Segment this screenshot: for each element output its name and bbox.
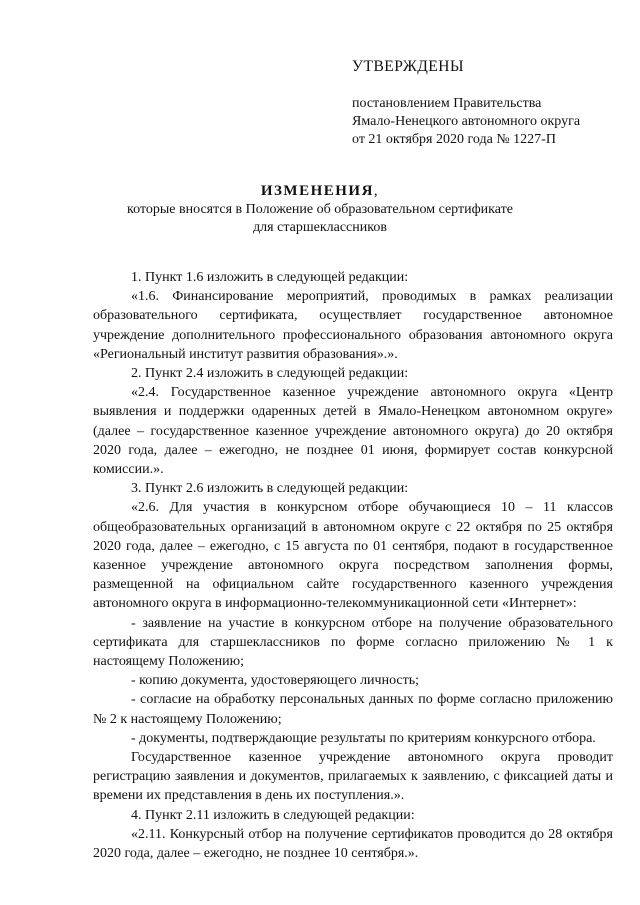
document-body (93, 268, 613, 863)
registration-paragraph: Государственное казенное учреждение автономного округа проводит регистрацию заявления и документов, прилагаемых к заявлению, с фиксацией даты и времени их представления в день их поступления.». (93, 750, 613, 804)
title-comma: , (373, 183, 380, 199)
subtitle-line: которые вносятся в Положение об образовательном сертификате (127, 202, 513, 217)
approved-heading: УТВЕРЖДЕНЫ (352, 58, 464, 75)
quote-1: «1.6. Финансирование мероприятий, проводимых в рамках реализации образовательного сертификата, осуществляет государственное автономное учреждение дополнительного профессионального образования автономного округа «Региональный институт развития образования».». (93, 289, 613, 362)
subtitle-line: для старшеклассников (253, 220, 387, 235)
item-4: 4. Пункт 2.11 изложить в следующей редакции: (131, 807, 415, 823)
document-subtitle (0, 201, 640, 237)
decree-line: Ямало-Ненецкого автономного округа (352, 114, 581, 129)
item-2: 2. Пункт 2.4 изложить в следующей редакции: (131, 366, 409, 382)
decree-line: от 21 октября 2020 года № 1227-П (352, 132, 556, 147)
title-main: ИЗМЕНЕНИЯ (260, 183, 374, 199)
dash-item: - заявление на участие в конкурсном отборе на получение образовательного сертификата для старшеклассников по форме согласно приложению № 1 к настоящему Положению; (93, 615, 613, 670)
quote-3: «2.6. Для участия в конкурсном отборе обучающиеся 10 – 11 классов общеобразовательных организаций в автономном округе с 22 октября по 25 октября 2020 года, далее – ежегодно, с 15 августа по 01 сентября, подают в государственное казенное учреждение автономного округа посредством заполнения формы, размещенной на официальном сайте государственного казенного учреждения автономного округа в информационно-телекоммуникационной сети «Интернет»: (93, 500, 613, 612)
dash-item: - документы, подтверждающие результаты по критериям конкурсного отбора. (131, 730, 596, 746)
decree-reference (352, 95, 580, 149)
quote-4: «2.11. Конкурсный отбор на получение сертификатов проводится до 28 октября 2020 года, далее – ежегодно, не позднее 10 сентября.». (93, 826, 613, 862)
dash-item: - копию документа, удостоверяющего личность; (131, 673, 420, 689)
document-title (0, 183, 640, 200)
item-1: 1. Пункт 1.6 изложить в следующей редакции: (131, 270, 409, 285)
quote-2: «2.4. Государственное казенное учреждение автономного округа «Центр выявления и поддержки одаренных детей в Ямало-Ненецком автономном округе» (далее – государственное казенное учреждение автономного округа) до 20 октября 2020 года, далее – ежегодно, не позднее 01 июня, формирует состав конкурсной комиссии.». (93, 385, 613, 478)
decree-line: постановлением Правительства (352, 96, 542, 111)
dash-item: - согласие на обработку персональных данных по форме согласно приложению № 2 к настоящему Положению; (93, 692, 613, 727)
item-3: 3. Пункт 2.6 изложить в следующей редакции: (131, 481, 409, 497)
